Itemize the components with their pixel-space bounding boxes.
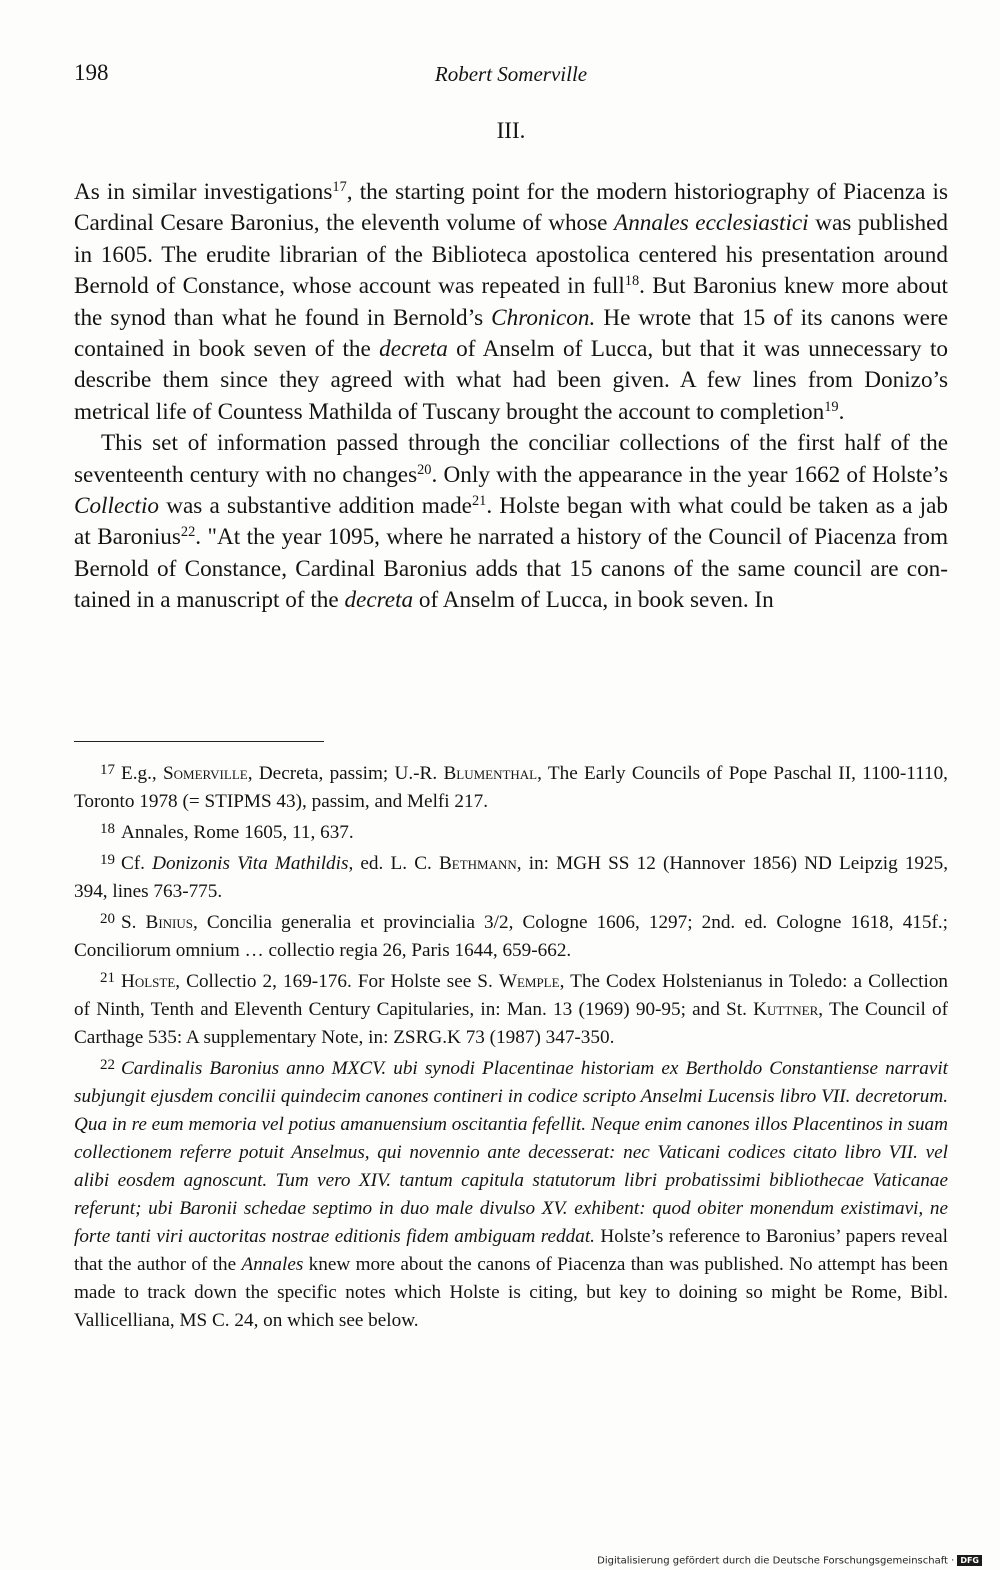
text-run: was a substantive addition made (159, 493, 472, 520)
footnote-19 (74, 850, 948, 906)
text-run: of Anselm of Lucca, but that it was unnecessary to describe them since they agreed with what had been given. A few lines from Donizo’s metrical life of Countess Mathilda of Tuscany brought the account to completion (74, 336, 949, 425)
footnotes (74, 760, 948, 1338)
page-header (74, 60, 948, 90)
footnote-ref-18[interactable]: 18 (624, 273, 640, 290)
text-run: Cf. (120, 853, 153, 874)
page-number: 198 (74, 60, 109, 85)
text-run: He wrote that 15 of its canons were contained in book seven of the (74, 304, 948, 363)
text-run: , ed. L. C. (348, 853, 439, 874)
italic-title: Annales ecclesiastici (614, 210, 809, 237)
text-run: Annales, Rome 1605, 11, 637. (120, 822, 354, 843)
author-name: Holste (120, 971, 176, 992)
text-run: , The Codex Holstenianus in Toledo: a Collection of Ninth, Tenth and Eleventh Century Capitularies, in: Man. 13 (1969) 90-95; and St. (74, 971, 949, 1020)
paragraph-1 (74, 177, 948, 428)
credit-text: Digitalisierung gefördert durch die Deutsche Forschungsgemeinschaft · (597, 1555, 955, 1566)
running-head: Robert Somerville (434, 62, 588, 86)
author-name: Wemple (498, 971, 560, 992)
author-name: Bethmann (438, 853, 517, 874)
footnote-20 (74, 909, 948, 965)
digitization-credit (597, 1555, 982, 1567)
text-run: , The Council of Carthage 535: A supplementary Note, in: ZSRG.K 73 (1987) 347-350. (74, 999, 948, 1048)
text-run: , Concilia generalia et provincialia 3/2, Cologne 1606, 1297; 2nd. ed. Cologne 1618, 415f.; Conciliorum omnium … collectio regia 26, Paris 1644, 659-662. (74, 912, 948, 961)
text-run: This set of information passed through the conciliar collections of the first half of the seventeenth century with no changes (74, 430, 948, 488)
text-run: knew more about the canons of Piacenza than was published. No attempt has been made to track down the specific notes which Holste is citing, but key to doining so might be Rome, Bibl. Vallicelliana, MS C. 24, on which see below. (74, 1254, 948, 1331)
text-run: was published in 1605. The erudite librarian of the Biblioteca apostolica centered his presentation around Bernold of Constance, whose account was repeated in full (74, 210, 949, 300)
footnote-18 (74, 819, 948, 847)
footnote-number: 20 (100, 910, 115, 927)
italic-title: Collectio (74, 493, 160, 520)
italic-title: Donizonis Vita Mathildis (152, 853, 349, 874)
text-run: S. (120, 912, 146, 933)
section-number: III. (496, 118, 526, 143)
footnote-ref-19[interactable]: 19 (824, 398, 839, 415)
footnote-number: 18 (100, 820, 115, 837)
author-name: Binius (145, 912, 193, 933)
footnote-rule (74, 741, 324, 742)
footnote-ref-20[interactable]: 20 (417, 461, 432, 478)
footnote-number: 19 (100, 851, 115, 868)
footnote-number: 21 (100, 969, 115, 986)
text-run: . But Baronius knew more about the synod than what he found in Bernold’s (74, 273, 948, 331)
text-run: E.g., (120, 763, 163, 784)
body-text (74, 177, 948, 617)
text-run: , Decreta, passim; U.-R. (247, 763, 444, 784)
text-run: , Collectio 2, 169-176. For Holste see S. (175, 971, 499, 992)
author-name: Somerville (162, 763, 248, 784)
author-name: Kuttner (753, 999, 819, 1020)
dfg-logo: DFG (957, 1555, 982, 1566)
footnote-number: 17 (100, 761, 115, 778)
text-run: of Anselm of Lucca, in book seven. In (413, 587, 774, 614)
footnote-number: 22 (100, 1056, 115, 1073)
text-run: . Only with the appearance in the year 1662 of Holste’s (431, 461, 948, 488)
footnote-22 (74, 1055, 948, 1335)
text-run: , The Early Councils of Pope Paschal II, 1100-1110, Toronto 1978 (= STIPMS 43), passim, and Melfi 217. (74, 763, 948, 812)
text-run: . (838, 398, 845, 425)
text-run: . "At the year 1095, where he narrated a history of the Council of Piacenza from Bernold of Constance, Cardinal Baronius adds that 15 canons of the same council are contained in a manuscript of the (74, 524, 948, 614)
text-run: , in: MGH SS 12 (Hannover 1856) ND Leipzig 1925, 394, lines 763-775. (74, 853, 949, 902)
footnote-17 (74, 760, 948, 816)
text-run: , the starting point for the modern historiography of Piacenza is Cardinal Cesare Baronius, the eleventh volume of whose (74, 179, 949, 237)
footnote-21 (74, 968, 948, 1052)
author-name: Blumenthal (443, 763, 538, 784)
paragraph-2 (74, 428, 948, 616)
footnote-ref-21[interactable]: 21 (471, 493, 487, 510)
italic-term: decreta (344, 587, 414, 614)
footnote-ref-17[interactable]: 17 (332, 179, 347, 196)
italic-title: Annales (241, 1254, 304, 1275)
text-run: Holste’s reference to Baronius’ papers reveal that the author of the (74, 1226, 948, 1275)
text-run: . Holste began with what could be taken as a jab at Baronius (74, 493, 948, 551)
italic-term: decreta (379, 336, 448, 363)
latin-quotation: Cardinalis Baronius anno MXCV. ubi synodi Placentinae historiam ex Bertholdo Constantiense narravit subjungit ejusdem concilii quindecim canones contineri in codice scripto Anselmi Lucensis libro VII. decretorum. Qua in re eum memoria vel potius amanuensium oscitantia fefellit. Neque enim canones illos Placentinos in suam collectionem referre potuit Anselmus, qui novennio ante decesserat: nec Vaticani codices citato libro VII. vel alibi eosdem agnoscunt. Tum vero XIV. tantum capitula statutorum libri probatissimi bibliothecae Vaticanae referunt; ubi Baronii schedae septimo in duo male divulso XV. exhibent: quod obiter monendum existimavi, ne forte tanti viri auctoritas nostrae editionis fidem ambiguam reddat. (74, 1058, 948, 1247)
italic-title: Chronicon. (491, 304, 596, 331)
footnote-ref-22[interactable]: 22 (180, 524, 196, 541)
text-run: As in similar investigations (74, 179, 333, 205)
